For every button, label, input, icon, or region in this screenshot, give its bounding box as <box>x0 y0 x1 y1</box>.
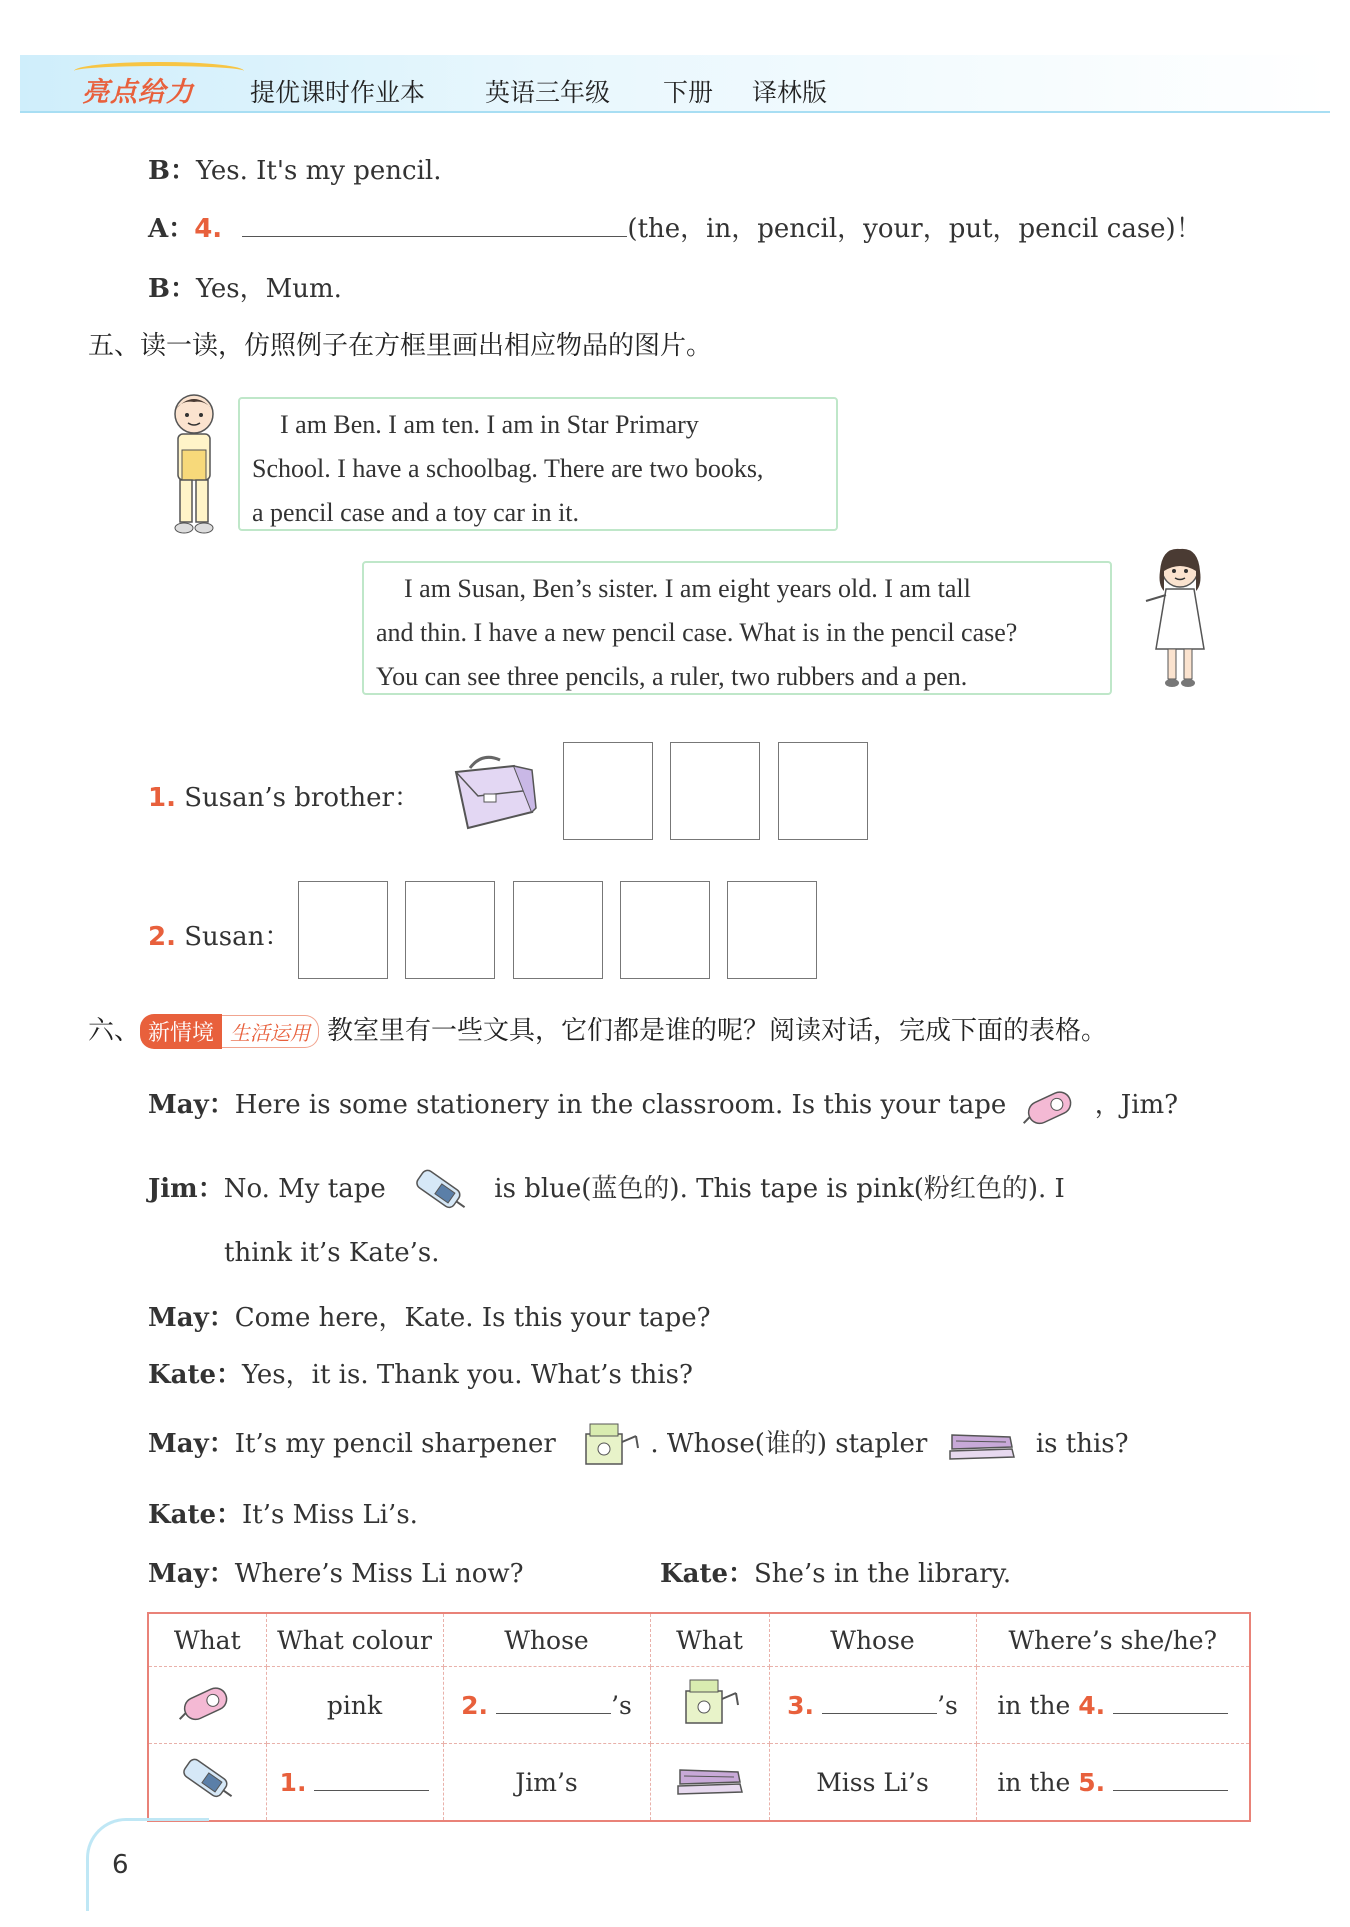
dialogue-line <box>148 1168 1065 1212</box>
dialogue-text: It’s Miss Li’s. <box>242 1500 418 1530</box>
speaker: A： <box>148 214 195 244</box>
dialogue-line <box>148 268 342 305</box>
susan-speech-bubble <box>362 561 1112 695</box>
table-row <box>148 1744 1250 1822</box>
dialogue-line <box>148 1354 693 1391</box>
bubble-line: I am Ben. I am ten. I am in Star Primary <box>280 410 699 439</box>
possessive-suffix: ’s <box>937 1690 958 1720</box>
table-header-row <box>148 1613 1250 1667</box>
drawing-box[interactable] <box>620 881 710 979</box>
dialogue-line <box>148 1297 711 1334</box>
table-cell <box>769 1667 976 1744</box>
stapler-icon <box>674 1758 746 1800</box>
speaker: May： <box>148 1429 235 1459</box>
question-number: 2. <box>148 922 176 952</box>
dialogue-text: Yes. It's my pencil. <box>195 156 442 186</box>
boy-ben-illustration <box>160 390 230 540</box>
bubble-line: I am Susan, Ben’s sister. I am eight years old. I am tall <box>404 574 971 603</box>
dialogue-line <box>148 1494 418 1531</box>
dialogue-text: think it’s Kate’s. <box>224 1238 440 1268</box>
table-cell <box>266 1744 443 1822</box>
answer-blank[interactable] <box>496 1712 611 1714</box>
question-number: 1. <box>148 783 176 813</box>
answer-blank[interactable] <box>1113 1789 1228 1791</box>
answer-blank[interactable] <box>314 1789 429 1791</box>
speaker: B： <box>148 156 196 186</box>
question-1 <box>148 777 420 814</box>
page-number: 6 <box>112 1850 129 1880</box>
question-number: 4. <box>194 214 223 244</box>
question-label: Susan： <box>184 922 291 952</box>
dialogue-text: Here is some stationery in the classroom. Is this your tape <box>234 1090 1007 1120</box>
table-cell <box>650 1744 769 1822</box>
answer-blank[interactable] <box>242 235 627 237</box>
table-header: Whose <box>443 1613 650 1667</box>
bubble-line: and thin. I have a new pencil case. What is in the pencil case? <box>376 618 1018 647</box>
drawing-box[interactable] <box>298 881 388 979</box>
header-volume: 下册 <box>663 78 714 107</box>
blue-tape-icon <box>408 1168 472 1212</box>
dialogue-line <box>148 208 1202 245</box>
table-header: Where’s she/he? <box>976 1613 1250 1667</box>
answer-blank[interactable] <box>1113 1712 1228 1714</box>
question-number: 1. <box>279 1767 307 1797</box>
table-cell <box>443 1667 650 1744</box>
speaker: Kate： <box>660 1559 754 1589</box>
pink-tape-icon <box>1019 1086 1083 1126</box>
header-edition: 译林版 <box>752 78 828 107</box>
section-5-title: 五、读一读，仿照例子在方框里画出相应物品的图片。 <box>88 331 713 361</box>
dialogue-text: Come here，Kate. Is this your tape? <box>234 1303 711 1333</box>
question-2 <box>148 916 290 953</box>
section-6-title <box>88 1010 1107 1049</box>
bubble-line: You can see three pencils, a ruler, two rubbers and a pen. <box>376 662 968 691</box>
table-header: What colour <box>266 1613 443 1667</box>
dialogue-text: is blue(蓝色的). This tape is pink(粉红色的). I <box>494 1174 1065 1204</box>
dialogue-line <box>148 1420 1129 1470</box>
blue-tape-icon <box>175 1756 239 1802</box>
drawing-box[interactable] <box>405 881 495 979</box>
stapler-icon <box>946 1425 1018 1465</box>
section-instruction: 教室里有一些文具，它们都是谁的呢？阅读对话，完成下面的表格。 <box>327 1016 1108 1046</box>
drawing-box[interactable] <box>563 742 653 840</box>
speaker: Kate： <box>148 1500 242 1530</box>
speaker: Jim： <box>148 1174 224 1204</box>
answer-table <box>147 1612 1251 1822</box>
table-cell <box>148 1667 266 1744</box>
speaker: May： <box>148 1090 235 1120</box>
dialogue-text: She’s in the library. <box>754 1559 1012 1589</box>
question-number: 3. <box>787 1690 815 1720</box>
cell-prefix: in the <box>997 1767 1071 1797</box>
dialogue-line <box>148 1084 1178 1126</box>
dialogue-line <box>224 1238 440 1268</box>
dialogue-text: It’s my pencil sharpener <box>234 1429 556 1459</box>
ben-speech-bubble <box>238 397 838 531</box>
drawing-box[interactable] <box>778 742 868 840</box>
dialogue-text: No. My tape <box>223 1174 386 1204</box>
table-header: What <box>148 1613 266 1667</box>
schoolbag-icon <box>448 750 540 834</box>
bubble-line: School. I have a schoolbag. There are two books, <box>252 454 764 483</box>
table-row <box>148 1667 1250 1744</box>
table-cell: pink <box>266 1667 443 1744</box>
word-hint: (the，in，pencil，your，put，pencil case)！ <box>627 214 1202 244</box>
dialogue-text: Where’s Miss Li now? <box>234 1559 524 1589</box>
section-prefix: 六、 <box>88 1016 141 1046</box>
table-cell <box>650 1667 769 1744</box>
dialogue-text: Yes，Mum. <box>195 274 342 304</box>
answer-blank[interactable] <box>822 1712 937 1714</box>
tag-new-scenario: 新情境 <box>140 1014 222 1049</box>
drawing-box[interactable] <box>513 881 603 979</box>
dialogue-line <box>660 1553 1011 1590</box>
dialogue-line <box>148 150 441 187</box>
table-cell: Miss Li’s <box>769 1744 976 1822</box>
cell-prefix: in the <box>997 1690 1071 1720</box>
header-subtitle: 提优课时作业本 <box>250 78 426 107</box>
question-number: 2. <box>461 1690 489 1720</box>
dialogue-text: is this? <box>1035 1429 1129 1459</box>
speaker: Kate： <box>148 1360 242 1390</box>
table-header: Whose <box>769 1613 976 1667</box>
table-cell <box>148 1744 266 1822</box>
page-corner-decoration <box>86 1818 209 1911</box>
dialogue-text: ，Jim? <box>1094 1090 1179 1120</box>
dialogue-line <box>148 1553 524 1590</box>
bubble-line: a pencil case and a toy car in it. <box>252 498 580 527</box>
speaker: May： <box>148 1559 235 1589</box>
dialogue-text: Yes，it is. Thank you. What’s this? <box>242 1360 693 1390</box>
brand-logo: 亮点给力 <box>82 77 194 108</box>
table-cell <box>976 1744 1250 1822</box>
question-label: Susan’s brother： <box>184 783 420 813</box>
drawing-box[interactable] <box>727 881 817 979</box>
table-header: What <box>650 1613 769 1667</box>
girl-susan-illustration <box>1140 545 1220 695</box>
possessive-suffix: ’s <box>611 1690 632 1720</box>
speaker: May： <box>148 1303 235 1333</box>
pencil-sharpener-icon <box>678 1675 742 1729</box>
drawing-box[interactable] <box>670 742 760 840</box>
dialogue-text: . Whose(谁的) stapler <box>650 1429 928 1459</box>
pencil-sharpener-icon <box>578 1420 642 1470</box>
pink-tape-icon <box>175 1680 239 1724</box>
speaker: B： <box>148 274 196 304</box>
question-number: 4. <box>1078 1690 1106 1720</box>
table-cell <box>976 1667 1250 1744</box>
table-cell: Jim’s <box>443 1744 650 1822</box>
header-grade: 英语三年级 <box>485 78 611 107</box>
question-number: 5. <box>1078 1767 1106 1797</box>
tag-life-use: 生活运用 <box>222 1015 319 1048</box>
